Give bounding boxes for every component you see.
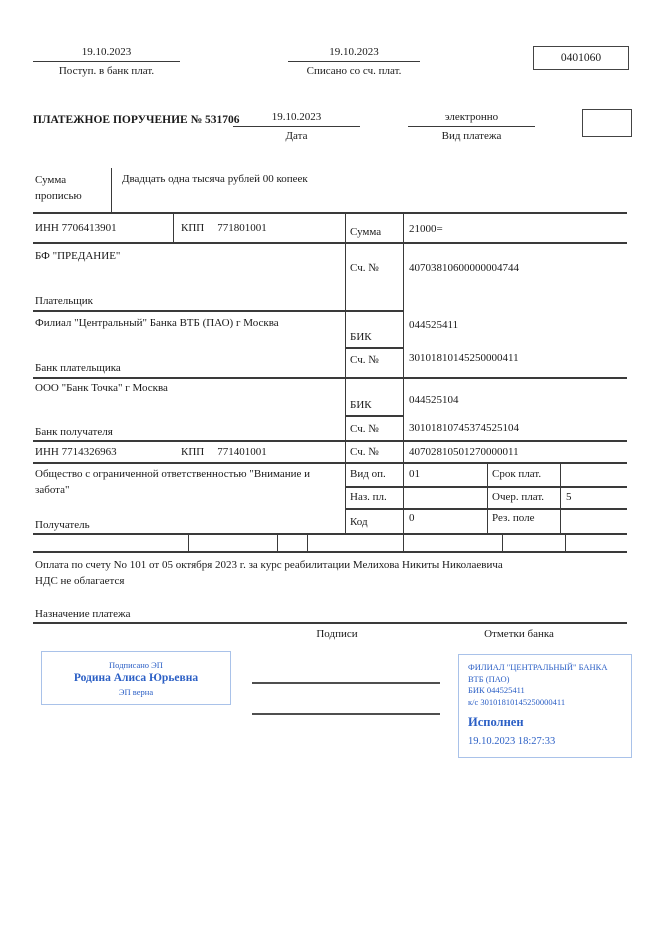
payer-inn: ИНН 7706413901 xyxy=(35,222,117,234)
divider-line xyxy=(33,622,627,624)
payer-section-label: Плательщик xyxy=(35,295,93,307)
received-date-label: Поступ. в банк плат. xyxy=(58,65,155,77)
e-signature-stamp-line1: Подписано ЭП xyxy=(109,659,163,670)
bank-stamp-line4: к/с 30101810145250000411 xyxy=(468,696,566,707)
divider-line xyxy=(345,347,403,349)
divider-line xyxy=(33,551,627,553)
payer-kpp-value: 771801001 xyxy=(217,222,267,234)
divider-line xyxy=(173,212,174,242)
payee-bank-bik: 044525104 xyxy=(409,394,459,406)
bank-stamp-status: Исполнен xyxy=(468,715,524,729)
srok-plat-label: Срок плат. xyxy=(492,468,542,480)
signature-line xyxy=(252,682,440,684)
payer-account: 40703810600000004744 xyxy=(409,262,519,274)
vid-op-label: Вид оп. xyxy=(350,468,386,480)
payee-bank-name: ООО "Банк Точка" г Москва xyxy=(35,382,168,394)
payment-status-box xyxy=(582,109,632,137)
amount-words: Двадцать одна тысяча рублей 00 копеек xyxy=(122,173,308,185)
debited-date-label: Списано со сч. плат. xyxy=(306,65,402,77)
e-signature-stamp xyxy=(41,651,231,705)
payee-name: Общество с ограниченной ответственностью "Внимание и забота" xyxy=(35,468,311,496)
divider-line xyxy=(487,462,488,533)
bank-stamp-line2: ВТБ (ПАО) xyxy=(468,673,510,684)
divider-line xyxy=(565,533,566,551)
payer-name: БФ "ПРЕДАНИЕ" xyxy=(35,250,121,262)
bank-stamp-line3: БИК 044525411 xyxy=(468,685,525,695)
divider-line xyxy=(277,533,278,551)
payment-kind-label: Вид платежа xyxy=(441,130,502,142)
payer-kpp-label: КПП xyxy=(181,222,205,234)
payee-kpp-label: КПП xyxy=(181,446,205,458)
payer-bank-bik: 044525411 xyxy=(409,319,459,331)
payee-kpp xyxy=(181,445,267,459)
debited-date: 19.10.2023 xyxy=(288,46,420,62)
payee-bank-section-label: Банк получателя xyxy=(35,426,113,438)
ocher-plat-value: 5 xyxy=(566,491,572,503)
kod-value: 0 xyxy=(409,512,415,524)
divider-line xyxy=(33,440,627,442)
bank-marks-label: Отметки банка xyxy=(484,628,554,640)
divider-line xyxy=(33,310,403,312)
bank-stamp-datetime: 19.10.2023 18:27:33 xyxy=(468,736,556,747)
divider-line xyxy=(345,508,627,510)
divider-line xyxy=(111,168,112,212)
document-date: 19.10.2023 xyxy=(233,111,360,127)
signature-line xyxy=(252,713,440,715)
payee-section-label: Получатель xyxy=(35,519,90,531)
signatures-label: Подписи xyxy=(316,628,358,640)
vid-op-value: 01 xyxy=(409,468,420,480)
payer-bank-name: Филиал "Центральный" Банка ВТБ (ПАО) г Москва xyxy=(35,317,279,329)
payer-bank-bik-label: БИК xyxy=(350,331,372,343)
payee-bank-account-label: Сч. № xyxy=(350,423,379,435)
divider-line xyxy=(502,533,503,551)
rez-pole-label: Рез. поле xyxy=(492,512,535,524)
payer-bank-section-label: Банк плательщика xyxy=(35,362,121,374)
divider-line xyxy=(33,377,627,379)
divider-line xyxy=(403,212,404,551)
e-signature-stamp-name: Родина Алиса Юрьевна xyxy=(73,671,199,684)
naz-pl-label: Наз. пл. xyxy=(350,491,387,503)
payee-account: 40702810501270000011 xyxy=(409,446,519,458)
divider-line xyxy=(345,415,403,417)
payer-account-label: Сч. № xyxy=(350,262,379,274)
divider-line xyxy=(33,533,627,535)
kod-label: Код xyxy=(350,516,368,528)
sum-label: Сумма xyxy=(350,226,382,238)
divider-line xyxy=(33,212,627,214)
divider-line xyxy=(33,242,627,244)
e-signature-stamp-line3: ЭП верна xyxy=(118,686,154,697)
payee-account-label: Сч. № xyxy=(350,446,379,458)
ocher-plat-label: Очер. плат. xyxy=(492,491,545,503)
divider-line xyxy=(188,533,189,551)
form-code-box: 0401060 xyxy=(533,46,629,70)
payer-kpp xyxy=(181,221,267,235)
payee-bank-bik-label: БИК xyxy=(350,399,372,411)
payee-bank-account: 30101810745374525104 xyxy=(409,422,519,434)
purpose-line1: Оплата по счету No 101 от 05 октября 2023 г. за курс реабилитации Мелихова Никиты Николаевича xyxy=(35,559,503,571)
document-title: ПЛАТЕЖНОЕ ПОРУЧЕНИЕ № 531706 xyxy=(33,114,240,126)
amount-words-label: Сумма прописью xyxy=(35,174,82,202)
divider-line xyxy=(33,462,627,464)
received-date-field xyxy=(33,46,180,77)
bank-stamp xyxy=(458,654,632,758)
bank-stamp-line1: ФИЛИАЛ "ЦЕНТРАЛЬНЫЙ" БАНКА xyxy=(468,662,608,672)
payment-kind-field xyxy=(408,111,535,142)
received-date: 19.10.2023 xyxy=(33,46,180,62)
debited-date-field xyxy=(288,46,420,77)
sum-value: 21000= xyxy=(409,223,443,235)
payee-inn: ИНН 7714326963 xyxy=(35,446,117,458)
payee-kpp-value: 771401001 xyxy=(217,446,267,458)
purpose-line2: НДС не облагается xyxy=(35,575,125,587)
divider-line xyxy=(345,212,346,533)
payment-kind: электронно xyxy=(408,111,535,127)
divider-line xyxy=(560,462,561,533)
purpose-section-label: Назначение платежа xyxy=(35,608,131,620)
document-date-field xyxy=(233,111,360,142)
document-date-label: Дата xyxy=(285,130,308,142)
divider-line xyxy=(307,533,308,551)
payer-bank-account-label: Сч. № xyxy=(350,354,379,366)
payer-bank-account: 30101810145250000411 xyxy=(409,352,519,364)
divider-line xyxy=(345,486,627,488)
